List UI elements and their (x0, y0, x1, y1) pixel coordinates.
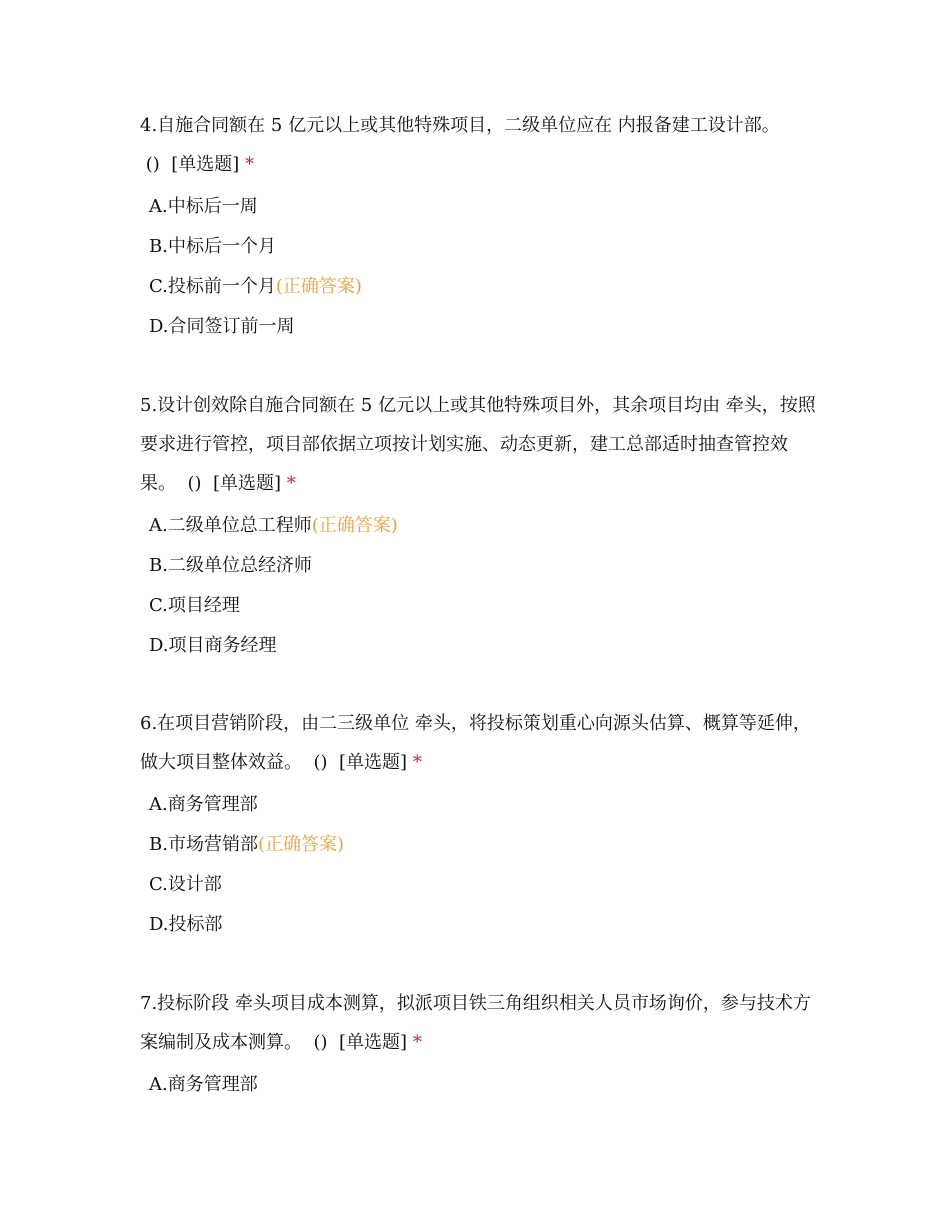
blank-marker: () (313, 752, 328, 773)
option-c[interactable]: C.项目经理 (149, 595, 240, 616)
question-type: [单选题] (338, 752, 407, 773)
option-b[interactable]: B.中标后一个月 (149, 236, 276, 257)
question-stem (140, 704, 820, 782)
blank-marker: () (313, 1032, 328, 1053)
question-type: [单选题] (212, 473, 281, 494)
correct-answer-label: (正确答案) (257, 834, 344, 855)
question-type: [单选题] (171, 154, 240, 175)
option-a[interactable]: A.二级单位总工程师(正确答案) (149, 515, 398, 536)
option-d[interactable]: D.项目商务经理 (149, 635, 277, 656)
required-mark: * (245, 154, 255, 175)
question-4 (140, 106, 820, 347)
option-a[interactable]: A.商务管理部 (149, 794, 258, 815)
option-c[interactable]: C.设计部 (149, 874, 222, 895)
option-d[interactable]: D.合同签订前一周 (149, 316, 295, 337)
question-type: [单选题] (338, 1032, 407, 1053)
correct-answer-label: (正确答案) (311, 515, 398, 536)
option-list (140, 785, 820, 945)
required-mark: * (412, 752, 422, 773)
question-stem (140, 984, 820, 1062)
option-d[interactable]: D.投标部 (149, 914, 223, 935)
question-5 (140, 386, 820, 666)
option-b[interactable]: B.二级单位总经济师 (149, 555, 312, 576)
question-stem (140, 106, 820, 184)
question-stem (140, 386, 820, 503)
blank-marker: () (145, 154, 160, 175)
option-a[interactable]: A.商务管理部 (149, 1074, 258, 1095)
option-list (140, 187, 820, 347)
question-text: 6.在项目营销阶段，由二三级单位 牵头，将投标策划重心向源头估算、概算等延伸，做大项目整体效益。 (140, 713, 811, 773)
question-text: 4.自施合同额在 5 亿元以上或其他特殊项目，二级单位应在 内报备建工设计部。 (140, 115, 780, 136)
option-a[interactable]: A.中标后一周 (149, 196, 258, 217)
question-text: 5.设计创效除自施合同额在 5 亿元以上或其他特殊项目外，其余项目均由 牵头，按照要求进行管控，项目部依据立项按计划实施、动态更新，建工总部适时抽查管控效果。 (140, 395, 816, 494)
option-c[interactable]: C.投标前一个月(正确答案) (149, 276, 362, 297)
question-7 (140, 984, 820, 1105)
required-mark: * (286, 473, 296, 494)
question-text: 7.投标阶段 牵头项目成本测算，拟派项目铁三角组织相关人员市场询价，参与技术方案编制及成本测算。 (140, 993, 811, 1053)
required-mark: * (412, 1032, 422, 1053)
question-6 (140, 704, 820, 945)
correct-answer-label: (正确答案) (275, 276, 362, 297)
blank-marker: () (187, 473, 202, 494)
option-list (140, 506, 820, 666)
option-list (140, 1065, 820, 1105)
option-b[interactable]: B.市场营销部(正确答案) (149, 834, 344, 855)
